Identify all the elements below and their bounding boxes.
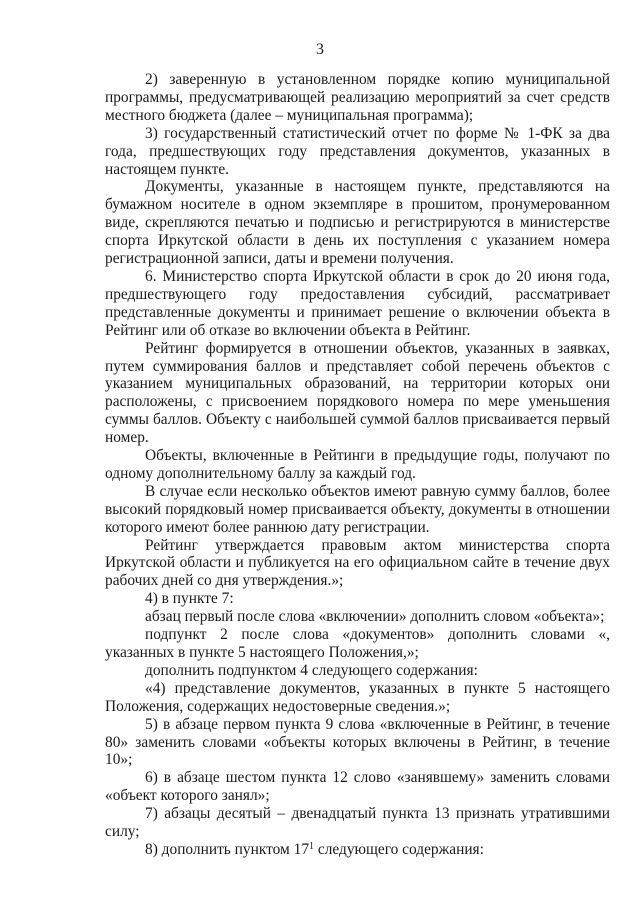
document-body xyxy=(105,71,610,859)
paragraph-item-2: 2) заверенную в установленном порядке копию муниципальной программы, предусматривающей реализацию мероприятий за счет средств местного бюджета (далее – муниципальная программа); xyxy=(105,71,610,124)
paragraph-amend-4-a: абзац первый после слова «включении» дополнить словом «объекта»; xyxy=(145,608,605,626)
paragraph-amend-8-text: 8) дополнить пунктом 17 xyxy=(145,840,310,858)
paragraph-equal-points: В случае если несколько объектов имеют равную сумму баллов, более высокий порядковый номер присваивается объекту, документы в отношении которого имеют более раннюю дату регистрации. xyxy=(105,482,610,536)
paragraph-documents-submission: Документы, указанные в настоящем пункте, представляются на бумажном носителе в одном экземпляре в прошитом, пронумерованном виде, скрепляются печатью и подписью и регистрируются в министерстве спорта Иркутской области в день их поступления с указанием номера регистрационной записи, даты и времени получения. xyxy=(105,178,610,268)
page-number: 3 xyxy=(316,41,324,58)
paragraph-amend-5: 5) в абзаце первом пункта 9 слова «включенные в Рейтинг, в течение 80» заменить словами «объекты которых включены в Рейтинг, в течение 10»; xyxy=(105,715,610,769)
paragraph-clause-6: 6. Министерство спорта Иркутской области в срок до 20 июня года, предшествующего году предоставления субсидий, рассматривает представленные документы и принимает решение о включении объекта в Рейтинг или об отказе во включении объекта в Рейтинг. xyxy=(105,267,610,339)
paragraph-rating-formation: Рейтинг формируется в отношении объектов, указанных в заявках, путем суммирования баллов и представляет собой перечень объектов с указанием муниципальных образований, на территории которых они расположены, с присвоением порядкового номера по мере уменьшения суммы баллов. Объекту с наибольшей суммой баллов присваивается первый номер. xyxy=(105,339,610,447)
paragraph-amend-4: 4) в пункте 7: xyxy=(145,590,234,608)
paragraph-amend-4-b: подпункт 2 после слова «документов» дополнить словами «, указанных в пункте 5 настоящего Положения,»; xyxy=(105,626,610,661)
paragraph-additional-points: Объекты, включенные в Рейтинги в предыдущие годы, получают по одному дополнительному баллу за каждый год. xyxy=(105,447,610,482)
paragraph-amend-7: 7) абзацы десятый – двенадцатый пункта 13 признать утратившими силу; xyxy=(105,805,610,841)
paragraph-amend-4-c: дополнить подпунктом 4 следующего содержания: xyxy=(145,661,478,679)
paragraph-amend-8 xyxy=(105,841,610,859)
paragraph-amend-8-tail: следующего содержания: xyxy=(314,840,484,858)
paragraph-amend-6: 6) в абзаце шестом пункта 12 слово «занявшему» заменить словами «объект которого занял»; xyxy=(105,769,610,805)
paragraph-rating-approval: Рейтинг утверждается правовым актом министерства спорта Иркутской области и публикуется на его официальном сайте в течение двух рабочих дней со дня утверждения.»; xyxy=(105,536,610,590)
paragraph-item-3: 3) государственный статистический отчет по форме № 1-ФК за два года, предшествующих году представления документов, указанных в настоящем пункте. xyxy=(105,124,610,178)
superscript-index: 1 xyxy=(309,840,315,852)
paragraph-amend-4-d: «4) представление документов, указанных в пункте 5 настоящего Положения, содержащих недостоверные сведения.»; xyxy=(105,679,610,715)
